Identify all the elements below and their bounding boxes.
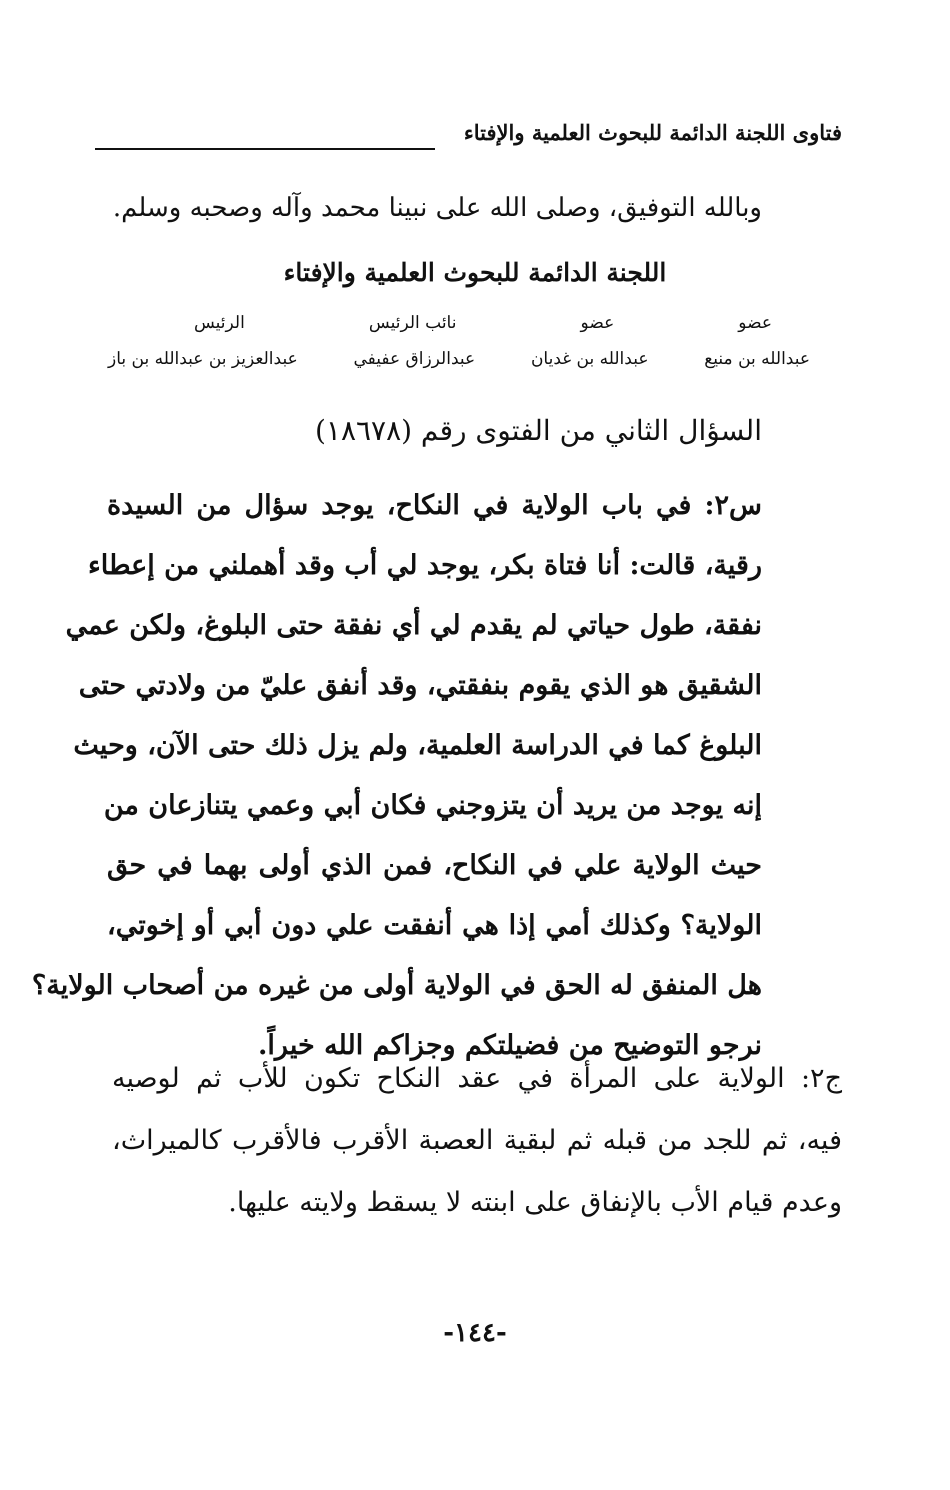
signatory-role: عضو bbox=[738, 313, 772, 333]
signatory-name: عبدالله بن غديان bbox=[530, 349, 649, 369]
running-header-title: فتاوى اللجنة الدائمة للبحوث العلمية والإفتاء bbox=[463, 120, 842, 145]
signatory-role: الرئيس bbox=[194, 313, 245, 333]
question-line: رقية، قالت: أنا فتاة بكر، يوجد لي أب وقد أهملني من إعطاء bbox=[88, 550, 762, 581]
signatory-name: عبدالرزاق عفيفي bbox=[353, 349, 476, 369]
running-header bbox=[95, 118, 842, 158]
answer-text bbox=[112, 1048, 842, 1234]
question-line: حيث الولاية علي في النكاح، فمن الذي أولى بهما في حق bbox=[107, 850, 762, 881]
question-line: الشقيق هو الذي يقوم بنفقتي، وقد أنفق عليّ من ولادتي حتى bbox=[78, 670, 762, 701]
signatory-name: عبدالعزيز بن عبدالله بن باز bbox=[108, 349, 298, 369]
header-rule bbox=[95, 148, 435, 150]
question-line: هل المنفق له الحق في الولاية أولى من غيره من أصحاب الولاية؟ bbox=[31, 970, 762, 1001]
signatory-roles bbox=[108, 313, 810, 333]
question-text bbox=[31, 476, 762, 1076]
signatory-role: عضو bbox=[580, 313, 615, 333]
closing-line: وبالله التوفيق، وصلى الله على نبينا محمد وآله وصحبه وسلم. bbox=[112, 193, 762, 223]
signatory-name: عبدالله بن منيع bbox=[704, 349, 810, 369]
page-number: -١٤٤- bbox=[443, 1318, 507, 1348]
question-line: س٢: في باب الولاية في النكاح، يوجد سؤال من السيدة bbox=[107, 490, 762, 521]
answer-line: ج٢: الولاية على المرأة في عقد النكاح تكون للأب ثم لوصيه bbox=[112, 1063, 842, 1094]
question-line: الولاية؟ وكذلك أمي إذا هي أنفقت علي دون أبي أو إخوتي، bbox=[107, 910, 762, 941]
answer-line: فيه، ثم للجد من قبله ثم لبقية العصبة الأقرب فالأقرب كالميراث، bbox=[112, 1125, 842, 1156]
signatory-names bbox=[108, 349, 810, 369]
committee-name: اللجنة الدائمة للبحوث العلمية والإفتاء bbox=[283, 258, 667, 287]
fatwa-question-number: السؤال الثاني من الفتوى رقم (١٨٦٧٨) bbox=[314, 414, 762, 447]
question-line: البلوغ كما في الدراسة العلمية، ولم يزل ذلك حتى الآن، وحيث bbox=[73, 730, 762, 761]
question-line: إنه يوجد من يريد أن يتزوجني فكان أبي وعمي يتنازعان من bbox=[103, 790, 762, 821]
question-line: نرجو التوضيح من فضيلتكم وجزاكم الله خيراً. bbox=[258, 1030, 762, 1061]
signatory-role: نائب الرئيس bbox=[368, 313, 457, 333]
answer-line: وعدم قيام الأب بالإنفاق على ابنته لا يسقط ولايته عليها. bbox=[228, 1187, 842, 1218]
question-line: نفقة، طول حياتي لم يقدم لي أي نفقة حتى البلوغ، ولكن عمي bbox=[65, 610, 762, 641]
